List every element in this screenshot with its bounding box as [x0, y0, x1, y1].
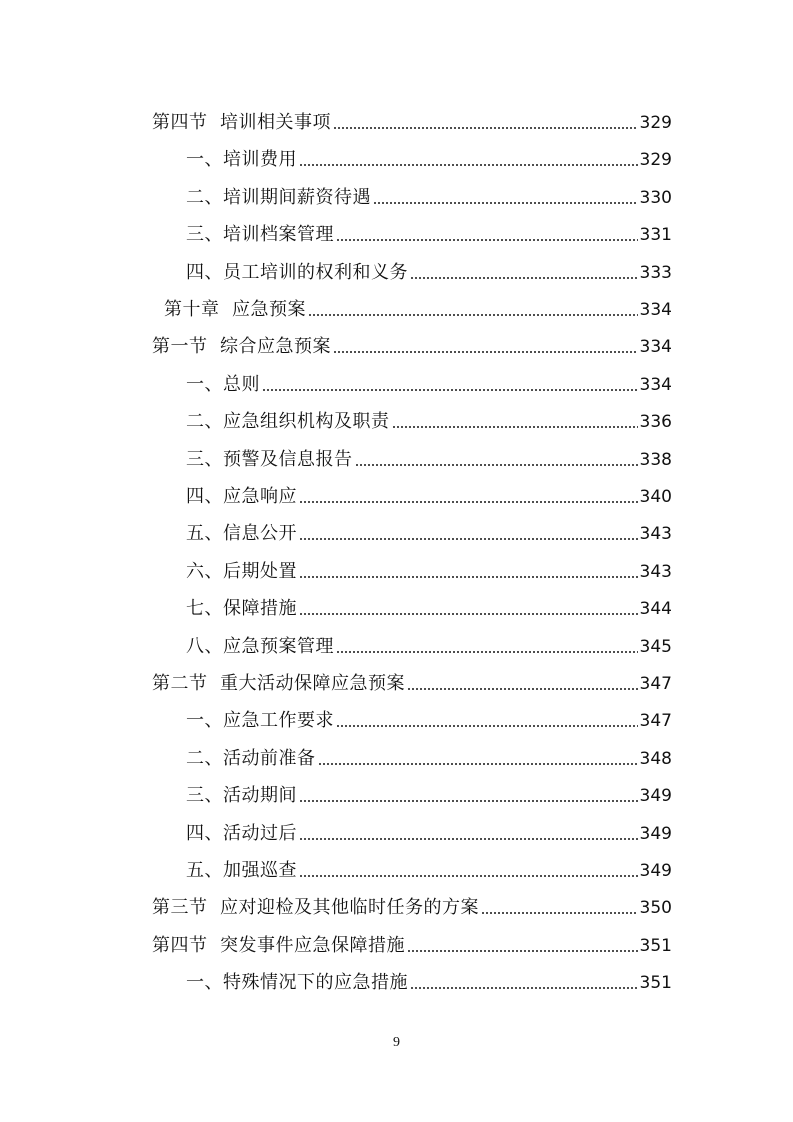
toc-entry-title: 四、活动过后 [186, 822, 297, 844]
toc-dot-leader [481, 912, 638, 914]
toc-entry[interactable] [152, 553, 672, 583]
toc-entry[interactable] [152, 665, 672, 695]
toc-entry-page: 345 [639, 636, 672, 657]
toc-entry-title: 一、总则 [186, 373, 260, 395]
toc-entry-title: 第二节 重大活动保障应急预案 [152, 673, 405, 694]
toc-entry-page: 348 [639, 748, 672, 769]
toc-entry-page: 351 [639, 935, 672, 956]
toc-entry-title: 五、加强巡查 [186, 860, 297, 881]
toc-entry-page: 350 [639, 898, 672, 919]
toc-dot-leader [299, 613, 638, 615]
toc-entry-title: 三、活动期间 [186, 785, 297, 807]
toc-entry-page: 351 [639, 973, 672, 994]
toc-dot-leader [299, 164, 638, 166]
toc-entry-page: 329 [639, 113, 672, 133]
toc-entry-title: 六、后期处置 [186, 560, 297, 582]
toc-entry[interactable] [152, 964, 672, 994]
toc-entry-page: 334 [639, 300, 672, 320]
toc-entry-page: 330 [639, 187, 672, 208]
toc-entry-title: 一、特殊情况下的应急措施 [186, 972, 408, 994]
toc-entry[interactable] [152, 179, 672, 209]
toc-entry-title: 第一节 综合应急预案 [152, 336, 331, 358]
toc-entry-page: 349 [639, 786, 672, 807]
toc-entry-title: 八、应急预案管理 [186, 635, 334, 657]
toc-entry-page: 344 [639, 599, 672, 620]
toc-entry[interactable] [152, 291, 672, 321]
toc-dot-leader [299, 838, 638, 840]
toc-dot-leader [410, 277, 638, 279]
toc-entry-title: 一、培训费用 [186, 149, 297, 171]
toc-dot-leader [333, 351, 638, 353]
toc-entry-page: 329 [639, 150, 672, 171]
toc-entry-page: 349 [639, 861, 672, 881]
toc-entry-title: 二、活动前准备 [186, 747, 316, 769]
toc-dot-leader [336, 239, 638, 241]
toc-entry-page: 331 [639, 225, 672, 246]
toc-entry-page: 336 [639, 412, 672, 433]
toc-entry-title: 三、培训档案管理 [186, 224, 334, 246]
toc-entry-page: 347 [639, 711, 672, 732]
toc-entry[interactable] [152, 815, 672, 845]
toc-entry-page: 338 [639, 449, 672, 470]
toc-entry-title: 三、预警及信息报告 [186, 448, 353, 470]
toc-entry[interactable] [152, 104, 672, 134]
toc-dot-leader [308, 314, 638, 316]
toc-entry[interactable] [152, 852, 672, 882]
toc-entry-page: 343 [639, 524, 672, 545]
toc-dot-leader [407, 950, 638, 952]
toc-dot-leader [336, 651, 638, 653]
toc-entry[interactable] [152, 441, 672, 471]
toc-entry-page: 334 [639, 374, 672, 395]
toc-entry[interactable] [152, 366, 672, 396]
toc-entry[interactable] [152, 628, 672, 658]
toc-entry-page: 340 [639, 487, 672, 507]
toc-dot-leader [299, 576, 638, 578]
toc-entry-title: 四、员工培训的权利和义务 [186, 261, 408, 283]
toc-entry[interactable] [152, 141, 672, 171]
toc-entry-title: 第十章 应急预案 [164, 299, 306, 320]
toc-entry-page: 347 [639, 674, 672, 694]
toc-entry-title: 二、应急组织机构及职责 [186, 411, 390, 433]
toc-entry[interactable] [152, 403, 672, 433]
toc-entry[interactable] [152, 889, 672, 919]
toc-dot-leader [318, 763, 638, 765]
toc-entry[interactable] [152, 478, 672, 508]
toc-entry-title: 第四节 培训相关事项 [152, 112, 331, 133]
toc-entry[interactable] [152, 590, 672, 620]
toc-entry-title: 四、应急响应 [186, 486, 297, 507]
toc-dot-leader [392, 426, 638, 428]
toc-entry[interactable] [152, 927, 672, 957]
toc-entry-title: 一、应急工作要求 [186, 710, 334, 732]
toc-entry[interactable] [152, 702, 672, 732]
toc-entry[interactable] [152, 777, 672, 807]
toc-entry[interactable] [152, 515, 672, 545]
toc-entry[interactable] [152, 216, 672, 246]
toc-entry[interactable] [152, 328, 672, 358]
toc-entry-title: 第三节 应对迎检及其他临时任务的方案 [152, 897, 479, 919]
toc-dot-leader [333, 127, 638, 129]
toc-entry-title: 七、保障措施 [186, 598, 297, 620]
toc-dot-leader [373, 202, 638, 204]
toc-dot-leader [299, 501, 638, 503]
toc-entry-title: 五、信息公开 [186, 523, 297, 545]
page-number: 9 [393, 1035, 400, 1050]
toc-dot-leader [355, 464, 638, 466]
toc-entry[interactable] [152, 254, 672, 284]
toc-dot-leader [336, 725, 638, 727]
toc-dot-leader [410, 987, 638, 989]
toc-entry-title: 二、培训期间薪资待遇 [186, 186, 371, 208]
toc-entry[interactable] [152, 740, 672, 770]
toc-entry-page: 334 [639, 337, 672, 358]
toc-dot-leader [262, 389, 638, 391]
toc-entry-title: 第四节 突发事件应急保障措施 [152, 934, 405, 956]
toc-dot-leader [299, 538, 638, 540]
toc-dot-leader [407, 688, 638, 690]
toc-entry-page: 349 [639, 823, 672, 844]
toc-dot-leader [299, 875, 638, 877]
toc-dot-leader [299, 800, 638, 802]
toc-entry-page: 333 [639, 262, 672, 283]
toc-entry-page: 343 [639, 561, 672, 582]
